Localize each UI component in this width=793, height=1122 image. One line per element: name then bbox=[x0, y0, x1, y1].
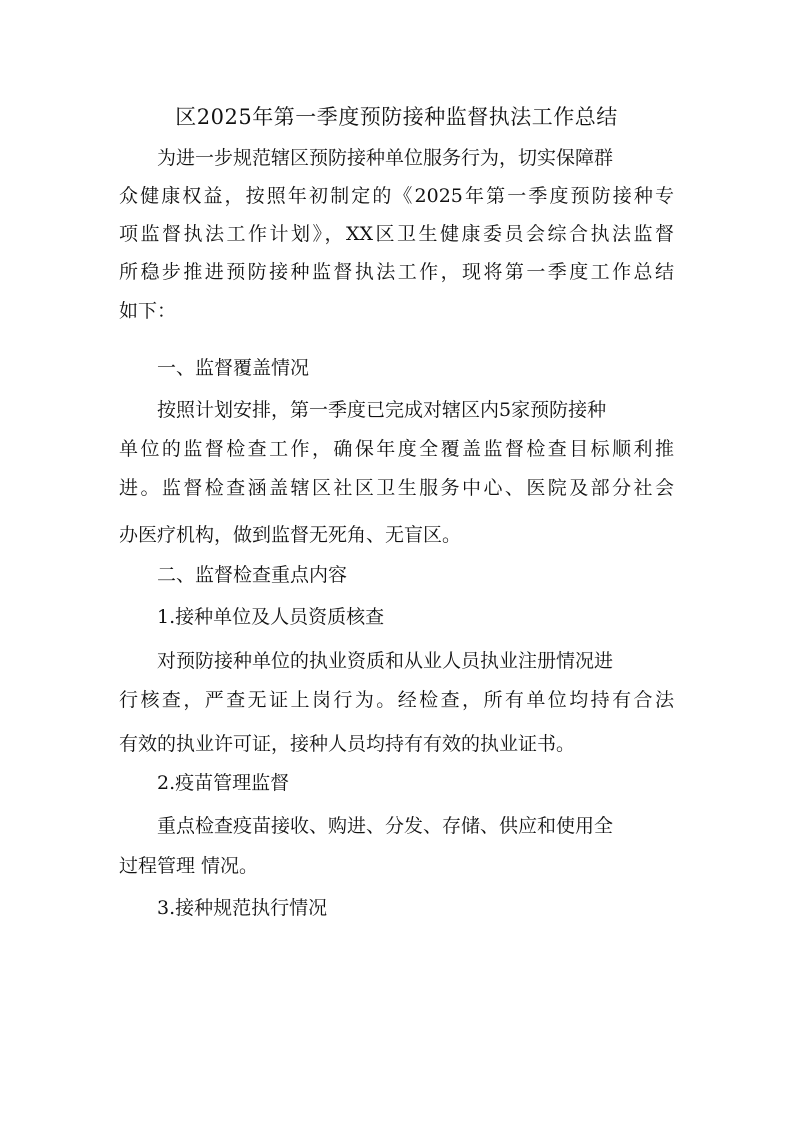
paragraph-line: 如下： bbox=[119, 300, 177, 322]
paragraph-line: 对预防接种单位的执业资质和从业人员执业注册情况进 bbox=[157, 650, 614, 672]
paragraph-line: 办医疗机构，做到监督无死角、无盲区。 bbox=[119, 524, 462, 546]
section-heading: 一、监督覆盖情况 bbox=[157, 357, 310, 379]
paragraph-line: 为进一步规范辖区预防接种单位服务行为，切实保障群 bbox=[157, 147, 614, 169]
paragraph-line: 过程管理 情况。 bbox=[119, 855, 259, 877]
paragraph-line: 行核查，严查无证上岗行为。经检查，所有单位均持有合法 bbox=[119, 689, 674, 711]
paragraph-line: 单位的监督检查工作，确保年度全覆盖监督检查目标顺利推 bbox=[119, 438, 674, 460]
section-heading: 二、监督检查重点内容 bbox=[157, 564, 348, 586]
paragraph-line: 重点检查疫苗接收、购进、分发、存储、供应和使用全 bbox=[157, 815, 614, 837]
paragraph-line: 有效的执业许可证，接种人员均持有有效的执业证书。 bbox=[119, 733, 576, 755]
subsection-heading: 1.接种单位及人员资质核查 bbox=[157, 606, 385, 628]
paragraph-line: 项监督执法工作计划》，XX区卫生健康委员会综合执法监督 bbox=[119, 223, 674, 245]
paragraph-line: 按照计划安排，第一季度已完成对辖区内5家预防接种 bbox=[157, 399, 607, 421]
subsection-heading: 2.疫苗管理监督 bbox=[157, 772, 290, 794]
paragraph-line: 众健康权益，按照年初制定的《2025年第一季度预防接种专 bbox=[119, 185, 674, 207]
document-title: 区2025年第一季度预防接种监督执法工作总结 bbox=[175, 105, 618, 129]
paragraph-line: 进。监督检查涵盖辖区社区卫生服务中心、医院及部分社会 bbox=[119, 477, 674, 499]
paragraph-line: 所稳步推进预防接种监督执法工作，现将第一季度工作总结 bbox=[119, 261, 674, 283]
subsection-heading: 3.接种规范执行情况 bbox=[157, 897, 328, 919]
